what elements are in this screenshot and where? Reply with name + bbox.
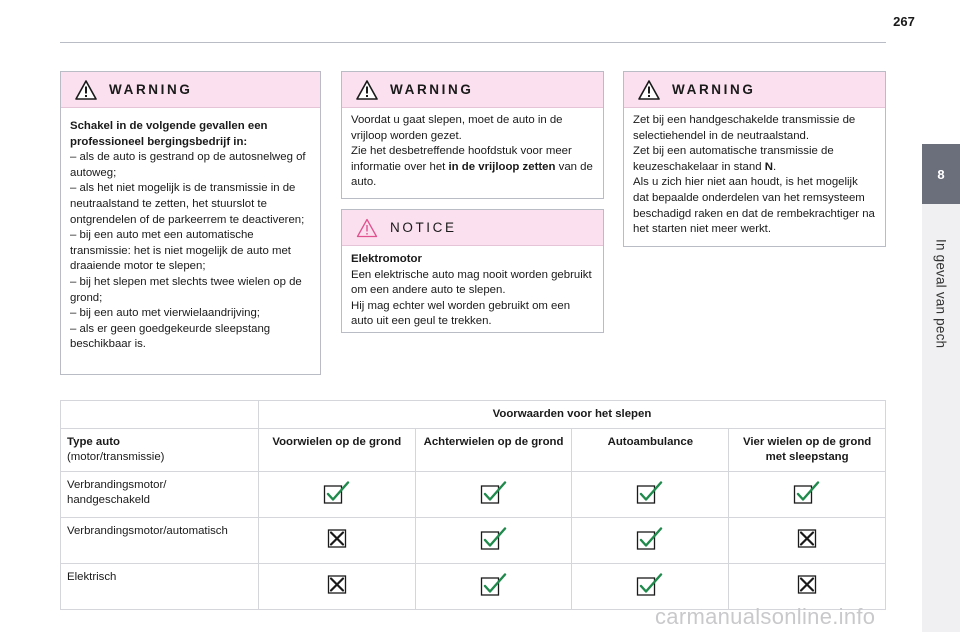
table-group-header: Voorwaarden voor het slepen — [258, 401, 885, 429]
warning-paragraph: Zie het desbetreffende hoofdstuk voor meer informatie over het in de vrijloop zetten van de auto. — [351, 145, 593, 189]
cross-box-icon — [323, 527, 351, 551]
warning-body — [342, 108, 603, 199]
table-row-label: Verbrandingsmotor/ handgeschakeld — [61, 472, 259, 518]
table-column-header: Achterwielen op de grond — [415, 429, 572, 472]
cross-box-icon — [793, 573, 821, 597]
towing-conditions-table — [60, 400, 886, 610]
table-column-header: Vier wielen op de grond met sleepstang — [729, 429, 886, 472]
table-row-label: Elektrisch — [61, 564, 259, 610]
warning-triangle-icon — [75, 80, 97, 100]
table-mark-cell — [729, 564, 886, 610]
table-group-header-row — [61, 401, 886, 429]
page-number: 267 — [893, 14, 915, 29]
checkmark-box-icon — [793, 481, 821, 505]
warning-paragraph: Als u zich hier niet aan houdt, is het mogelijk dat bepaalde onderdelen van het remsysteem beschadigd raken en dat de rembekrachtiger na het starten niet meer werkt. — [633, 176, 875, 236]
table-mark-cell — [258, 564, 415, 610]
table-mark-cell — [415, 472, 572, 518]
warning-body — [624, 108, 885, 246]
watermark: carmanualsonline.info — [655, 604, 876, 629]
notice-header — [342, 210, 603, 246]
warning-header — [61, 72, 320, 108]
table-mark-cell — [729, 472, 886, 518]
table-mark-cell — [572, 564, 729, 610]
header-rule — [60, 42, 886, 43]
table-column-header: Autoambulance — [572, 429, 729, 472]
warning-paragraph: Zet bij een handgeschakelde transmissie de selectiehendel in de neutraalstand. — [633, 114, 856, 142]
freewheel-link-text: in de vrijloop zetten — [448, 160, 556, 173]
checkmark-box-icon — [636, 481, 664, 505]
warning-item: – als de auto is gestrand op de autosnelweg of autoweg; — [70, 151, 306, 179]
checkmark-box-icon — [480, 481, 508, 505]
checkmark-box-icon — [323, 481, 351, 505]
table-empty-cell — [61, 401, 259, 429]
chapter-tab[interactable]: 8 — [922, 144, 960, 204]
table-mark-cell — [572, 518, 729, 564]
table-mark-cell — [415, 518, 572, 564]
notice-body — [342, 246, 603, 338]
notice-box-electric — [341, 209, 604, 333]
chapter-title-text: In geval van pech — [933, 239, 949, 349]
notice-paragraph: Hij mag echter wel worden gebruikt om een auto uit een geul te trekken. — [351, 299, 571, 328]
table-column-header-row — [61, 429, 886, 472]
table-row — [61, 564, 886, 610]
table-column-header: Voorwielen op de grond — [258, 429, 415, 472]
table-row — [61, 472, 886, 518]
warning-paragraph: Voordat u gaat slepen, moet de auto in de vrijloop worden gezet. — [351, 114, 563, 142]
warning-item: – bij een auto met vierwielaandrijving; — [70, 307, 260, 320]
warning-item: – als er geen goedgekeurde sleepstang beschikbaar is. — [70, 322, 271, 351]
warning-title: WARNING — [390, 82, 474, 97]
warning-triangle-icon — [356, 80, 378, 100]
table-mark-cell — [729, 518, 886, 564]
table-row-label: Verbrandingsmotor/automatisch — [61, 518, 259, 564]
notice-title: NOTICE — [390, 220, 457, 235]
warning-item: – als het niet mogelijk is de transmissie in de neutraalstand te zetten, het stuurslot te ontgrendelen of de parkeerrem te deactiveren; — [70, 182, 305, 226]
table-mark-cell — [572, 472, 729, 518]
cross-box-icon — [793, 527, 821, 551]
warning-paragraph: Zet bij een automatische transmissie de keuzeschakelaar in stand N. — [633, 145, 834, 173]
warning-item: – bij een auto met een automatische transmissie: het is niet mogelijk de auto met draaiende motor te slepen; — [70, 229, 291, 273]
checkmark-box-icon — [480, 573, 508, 597]
checkmark-box-icon — [636, 527, 664, 551]
table-row — [61, 518, 886, 564]
notice-subtitle: Elektromotor — [351, 253, 422, 265]
table-mark-cell — [415, 564, 572, 610]
warning-box-professional — [60, 71, 321, 375]
warning-title: WARNING — [109, 82, 193, 97]
warning-header — [342, 72, 603, 108]
warning-body — [61, 108, 320, 361]
warning-title: WARNING — [672, 82, 756, 97]
chapter-title — [922, 204, 960, 384]
gear-position-text: N — [764, 160, 773, 173]
checkmark-box-icon — [636, 573, 664, 597]
table-mark-cell — [258, 518, 415, 564]
warning-header — [624, 72, 885, 108]
table-mark-cell — [258, 472, 415, 518]
warning-triangle-icon — [638, 80, 660, 100]
table-type-header: Type auto (motor/transmissie) — [61, 429, 259, 472]
warning-item: – bij het slepen met slechts twee wielen op de grond; — [70, 275, 302, 304]
cross-box-icon — [323, 573, 351, 597]
warning-box-freewheel — [341, 71, 604, 199]
notice-triangle-icon — [356, 218, 378, 238]
notice-paragraph: Een elektrische auto mag nooit worden gebruikt om een andere auto te slepen. — [351, 268, 592, 297]
warning-lead: Schakel in de volgende gevallen een professioneel bergingsbedrijf in: — [70, 120, 268, 148]
warning-box-transmission — [623, 71, 886, 247]
checkmark-box-icon — [480, 527, 508, 551]
